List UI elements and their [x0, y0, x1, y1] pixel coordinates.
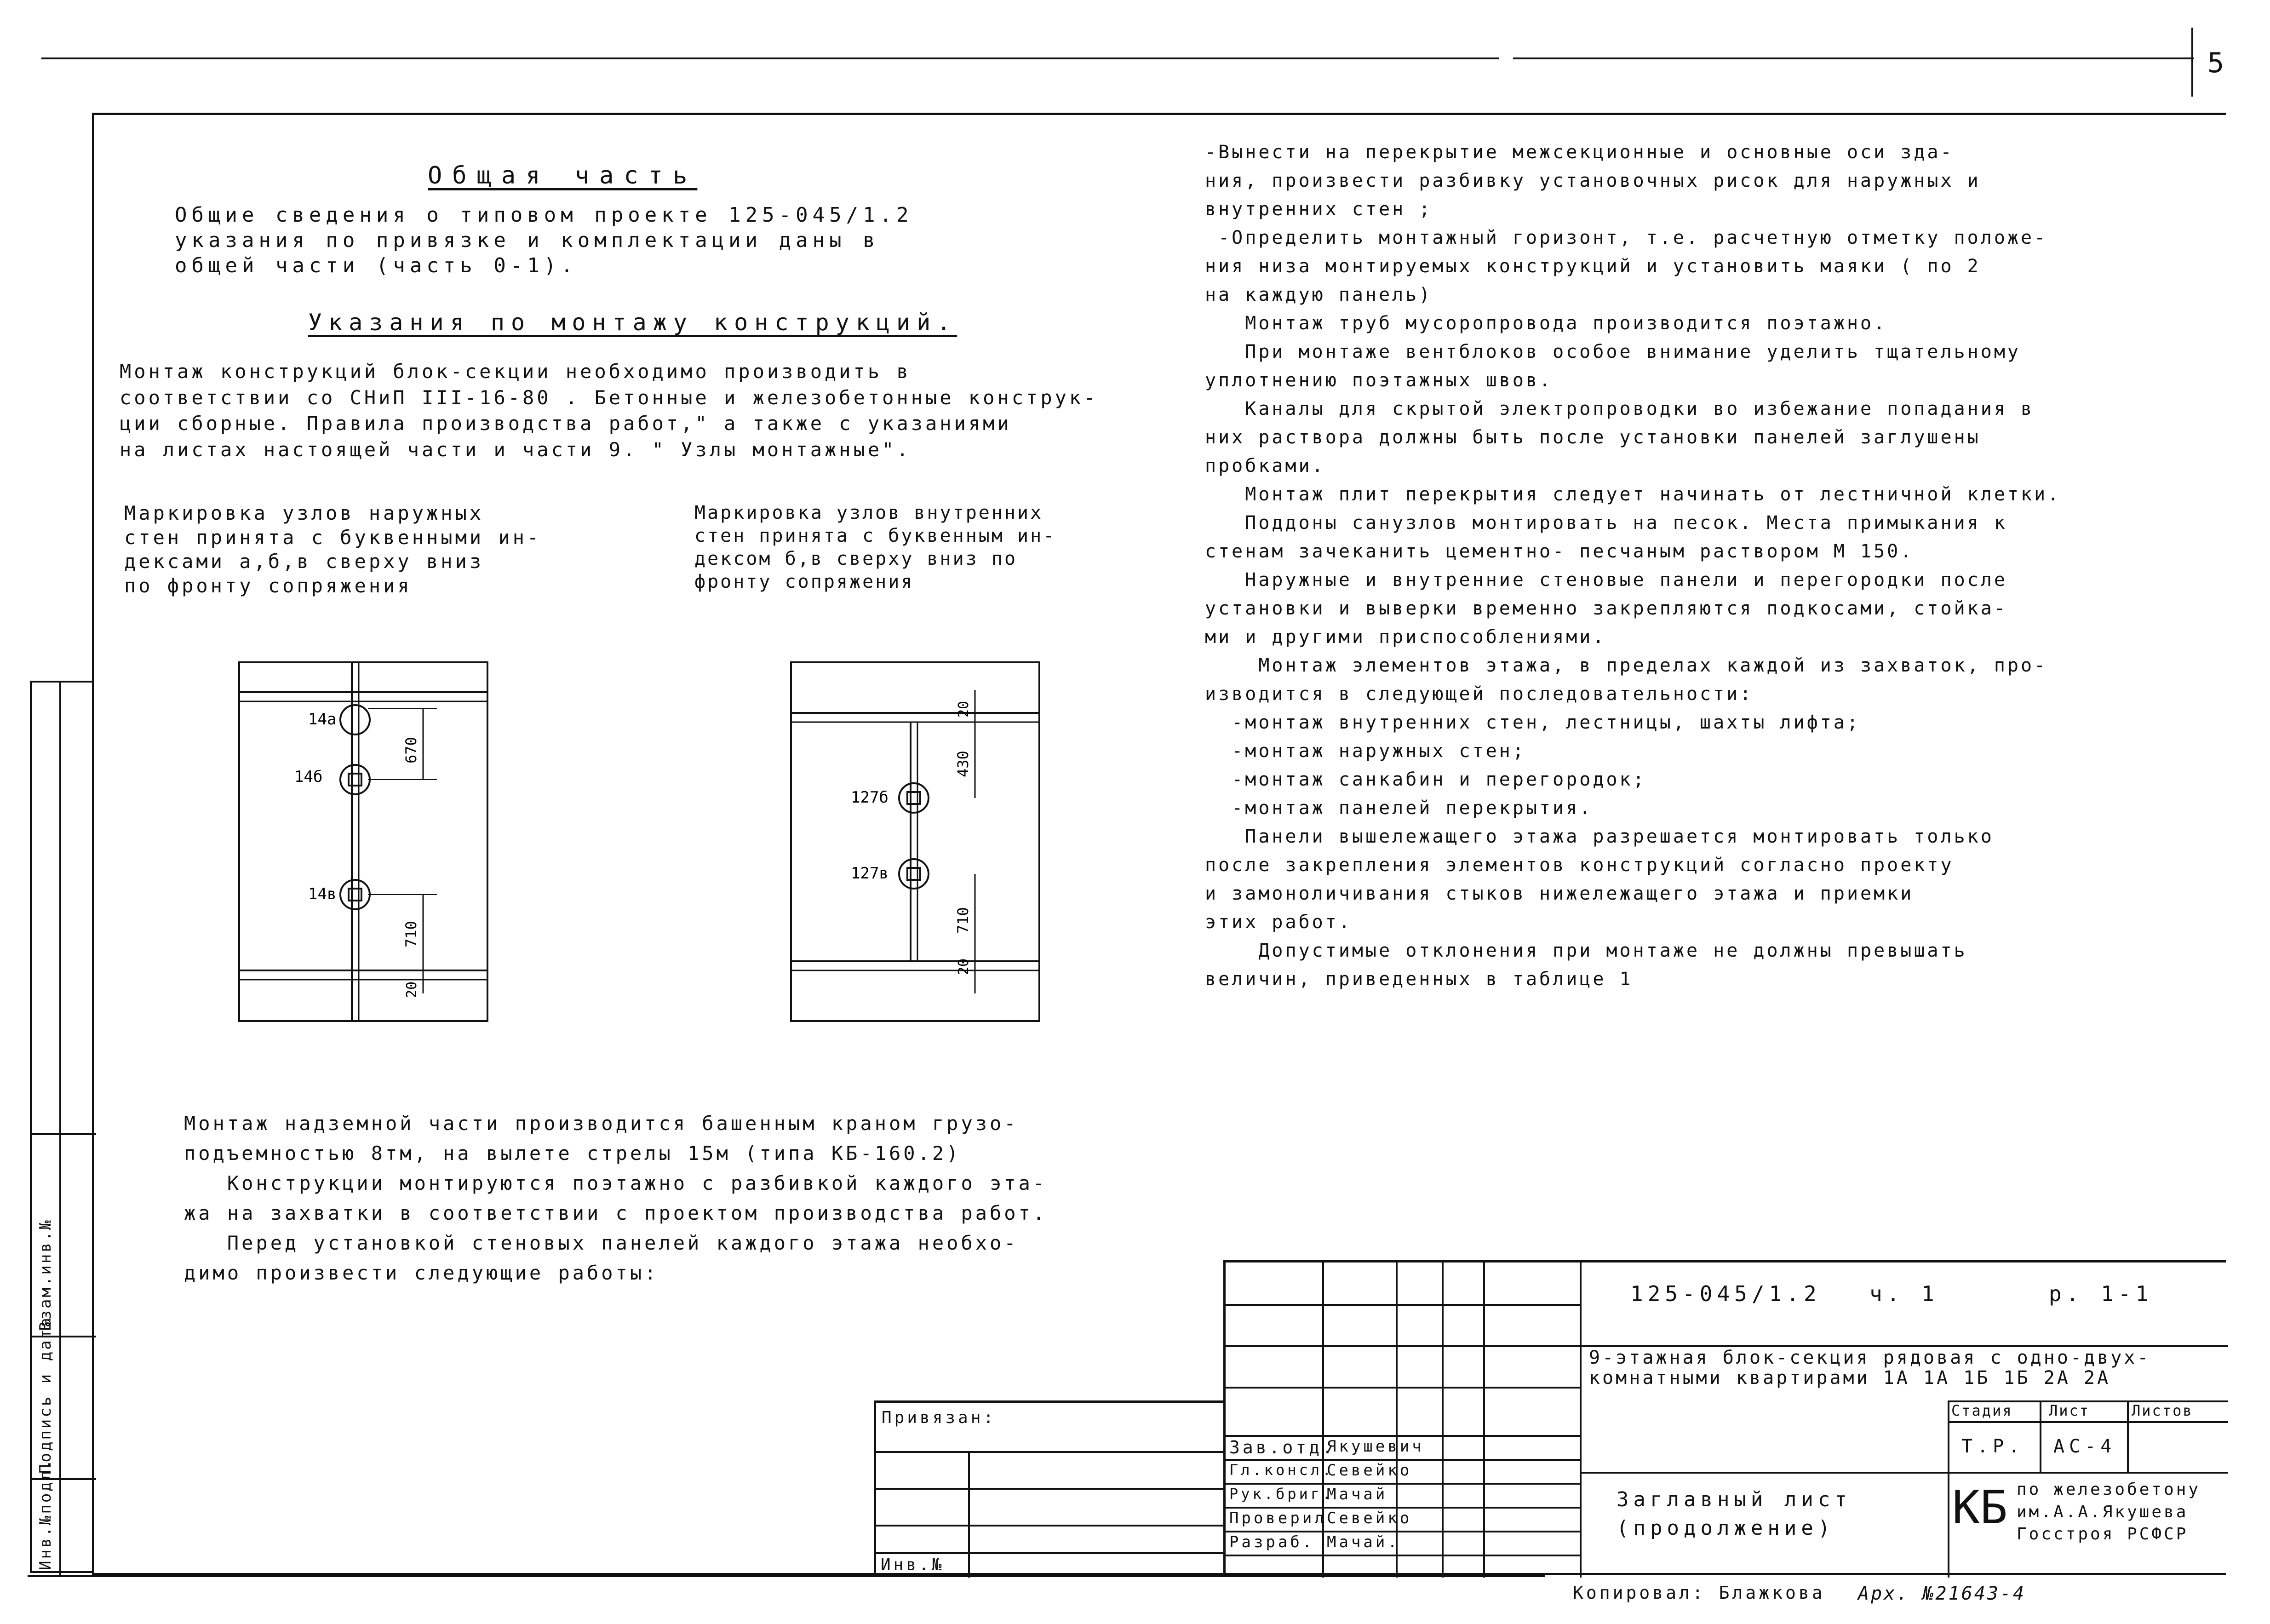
privyazan-row-1: [876, 1451, 1226, 1453]
outer-wall-node-diagram: [221, 644, 543, 1049]
node-127v-marker: [899, 859, 929, 889]
project-part: ч. 1: [1869, 1281, 1939, 1306]
name-1: Якушевич: [1327, 1437, 1424, 1456]
privyazan-row-3: [876, 1525, 1226, 1526]
sheet-label: Лист: [2049, 1402, 2090, 1419]
name-5: Мачай.: [1327, 1533, 1400, 1551]
side-stamp-inv-podl: Инв.№подл.: [36, 1458, 55, 1570]
privyazan-label: Привязан:: [882, 1408, 997, 1427]
top-rule: [41, 57, 1499, 59]
role-gl-konsl: Гл.консл.: [1229, 1461, 1334, 1479]
tb-right-row-4: [1580, 1472, 2228, 1474]
role-proveril: Проверил: [1229, 1509, 1327, 1527]
inner-wall-node-diagram: [773, 644, 1076, 1049]
label-127b: 127б: [851, 788, 889, 807]
role-zav-otd: Зав.отд.: [1229, 1437, 1336, 1458]
name-3: Мачай: [1327, 1485, 1388, 1503]
privyazan-row-4: [876, 1552, 1226, 1554]
node-14v-plate: [349, 889, 361, 901]
doc-title: Заглавный лист (продолжение): [1617, 1488, 1852, 1540]
tb-right-vline-2: [2040, 1400, 2041, 1472]
inner-dim-430: 430: [954, 751, 972, 777]
general-title: Общая часть: [428, 162, 698, 189]
tb-right-row-3: [1948, 1421, 2228, 1423]
tb-row-5: [1226, 1459, 1580, 1461]
tb-row-4: [1226, 1435, 1580, 1437]
inner-dim-20-top: 20: [956, 700, 972, 717]
tb-row-8: [1226, 1531, 1580, 1532]
mount-title: Указания по монтажу конструкций.: [308, 309, 957, 336]
name-4: Севейко: [1327, 1509, 1412, 1527]
node-14a-marker: [340, 705, 370, 735]
marking-outer-text: Маркировка узлов наружных стен принята с буквенными ин- дексами а,б,в сверху вниз по фронту сопряжения: [124, 502, 542, 597]
role-ruk-brig: Рук.бриг.: [1229, 1485, 1334, 1503]
stage-label: Стадия: [1951, 1402, 2013, 1419]
tb-row-3: [1226, 1387, 1580, 1389]
mount-text: Монтаж конструкций блок-секции необходимо производить в соответствии со СНиП III-16-80 . Бетонные и железобетонные конструк- ции сборные. Правила производства работ," а также с указаниями на листах настоящей части и части 9. " Узлы монтажные".: [120, 360, 1098, 461]
sheet-value: АС-4: [2053, 1436, 2116, 1457]
inner-dim-20-bottom: 20: [956, 958, 972, 975]
tb-row-7: [1226, 1507, 1580, 1509]
building-title: 9-этажная блок-секция рядовая с одно-двух- комнатными квартирами 1А 1А 1Б 1Б 2А 2А: [1589, 1347, 2151, 1389]
project-section: р. 1-1: [2049, 1281, 2153, 1306]
side-stamp-vzam-inv: Взам.инв.№: [36, 1218, 55, 1331]
project-code: 125-045/1.2: [1630, 1281, 1821, 1306]
label-14v: 14в: [308, 885, 337, 903]
node-14b-plate: [349, 774, 361, 786]
title-block: [1223, 1260, 2226, 1575]
dim-20-bottom: 20: [404, 981, 420, 998]
node-14b-marker: [340, 765, 370, 794]
inner-wall-panel: [791, 662, 1039, 1021]
crane-text: Монтаж надземной части производится башенным краном грузо- подъемностью 8тм, на вылете стрелы 15м (типа КБ-160.2) Конструкции монтируются поэтажно с разбивкой каждого эта- жа на захватки в соответствии с проектом производства работ. Перед установкой стеновых панелей каждого этажа необхо- димо произвести следующие работы:: [184, 1112, 1048, 1285]
general-intro: Общие сведения о типовом проекте 125-045/1.2 указания по привязке и комплектации даны в общей части (часть 0-1).: [175, 203, 913, 277]
inner-dim-710: 710: [954, 907, 972, 934]
side-stamp: [30, 681, 94, 1573]
privyazan-row-2: [876, 1488, 1226, 1490]
tb-row-6: [1226, 1483, 1580, 1485]
tb-row-9: [1226, 1555, 1580, 1556]
privyazan-vline: [968, 1451, 970, 1578]
side-stamp-sep-1: [32, 1133, 96, 1135]
side-stamp-signature-date: Подпись и дата: [36, 1316, 55, 1474]
sheets-label: Листов: [2132, 1402, 2193, 1419]
dim-710: 710: [402, 921, 420, 947]
page-number: 5: [2207, 47, 2229, 79]
node-127b-plate: [907, 792, 920, 804]
tb-right-vline-3: [2127, 1400, 2129, 1472]
archive-number: Арх. №21643-4: [1858, 1583, 2026, 1604]
inv-no-label: Инв.№: [881, 1555, 945, 1574]
tb-right-vline-1: [1948, 1400, 1949, 1578]
side-stamp-divider: [59, 683, 61, 1575]
dim-670: 670: [402, 737, 420, 763]
label-127v: 127в: [851, 864, 889, 883]
label-14b: 14б: [294, 768, 323, 786]
name-2: Севейко: [1327, 1461, 1412, 1480]
bottom-rule: [28, 1575, 1545, 1577]
org-code: КБ: [1952, 1481, 2008, 1534]
stage-value: Т.Р.: [1961, 1436, 2024, 1457]
tb-row-1: [1226, 1304, 1580, 1306]
copied-by: Копировал: Блажкова: [1573, 1583, 1825, 1603]
privyazan-block: [874, 1400, 1223, 1575]
tb-row-2: [1226, 1345, 1580, 1347]
page-number-divider: [2191, 28, 2193, 97]
label-14a: 14а: [308, 710, 337, 729]
top-rule-right: [1513, 57, 2194, 59]
node-14v-marker: [340, 880, 370, 909]
right-column-text: -Вынести на перекрытие межсекционные и основные оси зда- ния, произвести разбивку установочных рисок для наружных и внутренних стен ; -Определить монтажный горизонт, т.е. расчетную отметку положе- ния низа монтируемых конструкций и установить маяки ( по 2 на каждую панель) Монтаж труб мусоропровода производится поэтажно. При монтаже вентблоков особое внимание уделить тщательному уплотнению поэтажных швов. Каналы для скрытой электропроводки во избежание попадания в них раствора должны быть после установки панелей заглушены пробками. Монтаж плит перекрытия следует начинать от лестничной клетки. Поддоны санузлов монтировать на песок. Места примыкания к стенам зачеканить цементно- песчаным раствором М 150. Наружные и внутренние стеновые панели и перегородки после установки и выверки временно закрепляются подкосами, стойка- ми и другими приспособлениями. Монтаж элементов этажа, в пределах каждой из захваток, про- изводится в следующей последовательности: -монтаж внутренних стен, лестницы, шахты лифта; -монтаж наружных стен; -монтаж санкабин и перегородок; -монтаж панелей перекрытия. Панели вышележащего этажа разрешается монтировать только после закрепления элементов конструкций согласно проекту и замоноличивания стыков нижележащего этажа и приемки этих работ. Допустимые отклонения при монтаже не должны превышать величин, приведенных в таблице 1: [1205, 142, 2061, 990]
outer-wall-panel: [239, 662, 487, 1021]
marking-inner-text: Маркировка узлов внутренних стен принята с буквенным ин- дексом б,в сверху вниз по фронту сопряжения: [694, 502, 1056, 592]
org-name: по железобетону им.А.А.Якушева Госстроя РСФСР: [2017, 1480, 2201, 1544]
role-razrab: Разраб.: [1229, 1533, 1315, 1551]
node-127v-plate: [907, 868, 920, 880]
node-127b-marker: [899, 783, 929, 813]
tb-vline-main: [1580, 1262, 1582, 1578]
